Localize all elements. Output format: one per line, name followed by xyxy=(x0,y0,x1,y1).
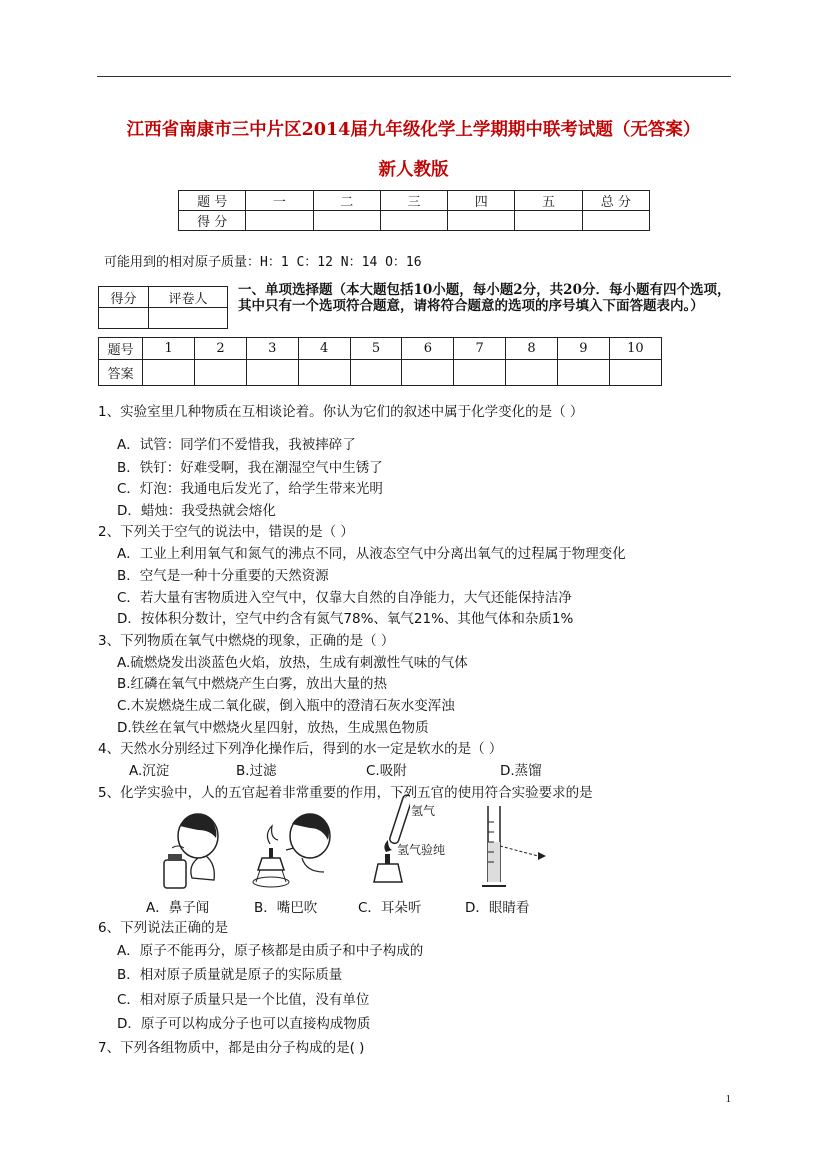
question-number-cell: 1 xyxy=(143,338,195,360)
question-1-stem: 1、实验室里几种物质在互相谈论着。你认为它们的叙述中属于化学变化的是（ ） xyxy=(98,404,584,420)
question-2-option-d: D．按体积分数计，空气中约含有氮气78%、氧气21%、其他气体和杂质1% xyxy=(117,611,574,627)
question-6-option-c: C．相对原子质量只是一个比值，没有单位 xyxy=(117,992,370,1008)
score-row-label: 得 分 xyxy=(179,211,246,231)
question-1-option-b: B．铁钉：好难受啊，我在潮湿空气中生锈了 xyxy=(117,460,383,476)
answer-cell[interactable] xyxy=(350,360,402,386)
score-cell[interactable] xyxy=(380,211,447,231)
answer-row-label: 答案 xyxy=(99,360,143,386)
question-number-cell: 8 xyxy=(506,338,558,360)
answer-table-number-row xyxy=(99,338,662,360)
question-6-option-a: A．原子不能再分，原子核都是由质子和中子构成的 xyxy=(117,943,424,959)
question-number-cell: 4 xyxy=(298,338,350,360)
question-2-option-b: B．空气是一种十分重要的天然资源 xyxy=(117,568,329,584)
question-1-option-c: C．灯泡：我通电后发光了，给学生带来光明 xyxy=(117,481,383,497)
figure-blow-illustration xyxy=(250,810,340,890)
question-4-option-a: A.沉淀 xyxy=(129,763,170,779)
score-header-cell: 四 xyxy=(448,191,515,211)
answer-table-answer-row xyxy=(99,360,662,386)
question-5-option-c: C．耳朵听 xyxy=(358,900,422,916)
answer-cell[interactable] xyxy=(298,360,350,386)
question-number-cell: 6 xyxy=(402,338,454,360)
score-header-cell: 题 号 xyxy=(179,191,246,211)
answer-cell[interactable] xyxy=(557,360,609,386)
answer-table xyxy=(98,337,662,386)
page-number: 1 xyxy=(725,1093,731,1105)
question-3-stem: 3、下列物质在氧气中燃烧的现象，正确的是（ ） xyxy=(98,633,395,649)
page-title: 江西省南康市三中片区2014届九年级化学上学期期中联考试题（无答案） xyxy=(126,120,701,140)
question-6-stem: 6、下列说法正确的是 xyxy=(98,920,229,936)
question-5-option-b: B．嘴巴吹 xyxy=(254,900,318,916)
score-cell[interactable] xyxy=(515,211,582,231)
answer-row-label: 题号 xyxy=(99,338,143,360)
figure-cylinder-illustration xyxy=(478,802,550,892)
score-header-cell: 三 xyxy=(380,191,447,211)
question-6-option-b: B．相对原子质量就是原子的实际质量 xyxy=(117,967,343,983)
top-rule xyxy=(97,76,731,77)
question-4-option-d: D.蒸馏 xyxy=(500,763,542,779)
question-3-option-c: C.木炭燃烧生成二氧化碳，倒入瓶中的澄清石灰水变浑浊 xyxy=(117,698,455,714)
answer-cell[interactable] xyxy=(506,360,558,386)
section1-heading: 一、单项选择题（本大题包括10小题，每小题2分，共20分．每小题有四个选项，其中只有一个选项符合题意，请将符合题意的选项的序号填入下面答题表内。） xyxy=(238,282,731,314)
question-5-option-d: D．眼睛看 xyxy=(465,900,530,916)
question-number-cell: 3 xyxy=(246,338,298,360)
grader-box xyxy=(98,286,228,329)
score-cell[interactable] xyxy=(582,211,649,231)
score-cell[interactable] xyxy=(246,211,313,231)
grader-score-cell[interactable] xyxy=(99,308,149,329)
figure-label-hydrogen: 氢气 xyxy=(411,804,436,818)
answer-cell[interactable] xyxy=(609,360,661,386)
score-header-cell: 一 xyxy=(246,191,313,211)
question-5-stem: 5、化学实验中，人的五官起着非常重要的作用，下列五官的使用符合实验要求的是 xyxy=(98,785,593,801)
question-2-stem: 2、下列关于空气的说法中，错误的是（ ） xyxy=(98,524,354,540)
question-number-cell: 2 xyxy=(195,338,247,360)
question-number-cell: 5 xyxy=(350,338,402,360)
answer-cell[interactable] xyxy=(246,360,298,386)
question-4-stem: 4、天然水分别经过下列净化操作后，得到的水一定是软水的是（ ） xyxy=(98,741,503,757)
score-table-score-row xyxy=(179,211,650,231)
question-7-stem: 7、下列各组物质中，都是由分子构成的是( ) xyxy=(98,1040,365,1056)
question-number-cell: 7 xyxy=(454,338,506,360)
score-cell[interactable] xyxy=(448,211,515,231)
figure-smell-illustration xyxy=(158,808,226,890)
answer-cell[interactable] xyxy=(402,360,454,386)
question-1-option-a: A．试管：同学们不爱惜我，我被摔碎了 xyxy=(117,437,356,453)
question-5-option-a: A．鼻子闻 xyxy=(146,900,210,916)
score-header-cell: 二 xyxy=(313,191,380,211)
score-table xyxy=(178,190,650,231)
figure-label-hydrogen-test: 氢气验纯 xyxy=(397,843,446,857)
score-header-cell: 五 xyxy=(515,191,582,211)
page-subtitle: 新人教版 xyxy=(378,160,449,180)
answer-cell[interactable] xyxy=(195,360,247,386)
question-number-cell: 10 xyxy=(609,338,661,360)
answer-cell[interactable] xyxy=(143,360,195,386)
question-2-option-a: A．工业上利用氧气和氮气的沸点不同，从液态空气中分离出氧气的过程属于物理变化 xyxy=(117,546,626,562)
question-3-option-b: B.红磷在氧气中燃烧产生白雾，放出大量的热 xyxy=(117,676,388,692)
question-6-option-d: D．原子可以构成分子也可以直接构成物质 xyxy=(117,1016,371,1032)
atomic-mass-note: 可能用到的相对原子质量：H：1 C：12 N：14 O：16 xyxy=(104,255,422,270)
grader-name-label: 评卷人 xyxy=(148,287,227,308)
question-number-cell: 9 xyxy=(557,338,609,360)
question-3-option-a: A.硫燃烧发出淡蓝色火焰，放热，生成有刺激性气味的气体 xyxy=(117,655,468,671)
question-3-option-d: D.铁丝在氧气中燃烧火星四射，放热，生成黑色物质 xyxy=(117,720,429,736)
grader-name-cell[interactable] xyxy=(148,308,227,329)
answer-cell[interactable] xyxy=(454,360,506,386)
question-2-option-c: C．若大量有害物质进入空气中，仅靠大自然的自净能力，大气还能保持洁净 xyxy=(117,590,572,606)
grader-score-label: 得分 xyxy=(99,287,149,308)
score-header-cell: 总 分 xyxy=(582,191,649,211)
score-cell[interactable] xyxy=(313,211,380,231)
question-1-option-d: D．蜡烛：我受热就会熔化 xyxy=(117,503,276,519)
question-4-option-c: C.吸附 xyxy=(366,763,407,779)
question-4-option-b: B.过滤 xyxy=(236,763,277,779)
score-table-header-row xyxy=(179,191,650,211)
